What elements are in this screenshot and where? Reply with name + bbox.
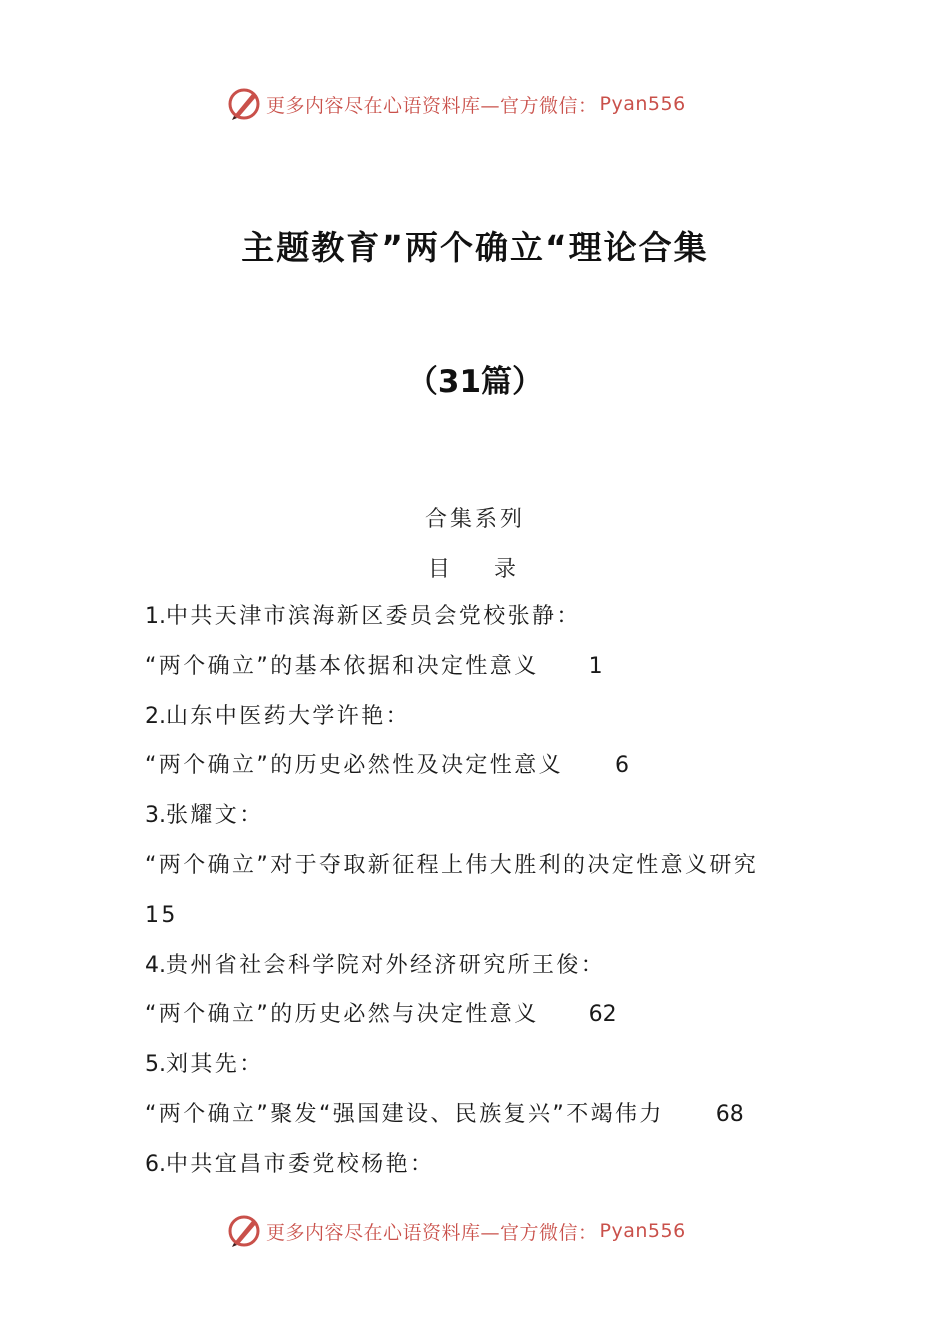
table-of-contents xyxy=(145,600,825,1198)
pen-logo-icon xyxy=(226,86,262,122)
toc-line xyxy=(145,899,825,949)
toc-page-number: 6 xyxy=(615,753,629,779)
toc-line xyxy=(145,1098,825,1148)
toc-item-text: 贵州省社会科学院对外经济研究所王俊： xyxy=(166,952,606,978)
toc-item-number: 4. xyxy=(145,952,166,978)
watermark-footer xyxy=(226,1211,686,1251)
toc-item-text: “两个确立”对于夺取新征程上伟大胜利的决定性意义研究 xyxy=(145,852,759,878)
watermark-text: 更多内容尽在心语资料库—官方微信： xyxy=(266,1221,598,1244)
toc-line xyxy=(145,700,825,750)
toc-item-text: 中共宜昌市委党校杨艳： xyxy=(166,1151,435,1177)
toc-item-number: 6. xyxy=(145,1151,166,1177)
toc-page-number: 62 xyxy=(588,1002,617,1028)
toc-item-text: “两个确立”的基本依据和决定性意义 xyxy=(145,653,539,679)
toc-line xyxy=(145,949,825,999)
toc-item-number: 5. xyxy=(145,1052,166,1078)
toc-heading: 目 录 xyxy=(428,557,517,582)
toc-line xyxy=(145,1148,825,1198)
series-label: 合集系列 xyxy=(424,507,525,532)
toc-item-text: “两个确立”的历史必然性及决定性意义 xyxy=(145,753,563,779)
toc-item-text: 刘其先： xyxy=(166,1052,264,1078)
pen-logo-icon xyxy=(226,1213,262,1249)
toc-item-text: 15 xyxy=(145,902,178,928)
toc-line xyxy=(145,650,825,700)
toc-line xyxy=(145,799,825,849)
toc-item-number: 3. xyxy=(145,803,166,829)
watermark-header xyxy=(226,84,686,124)
toc-line xyxy=(145,849,825,899)
toc-item-text: 张耀文： xyxy=(166,803,264,829)
toc-item-text: 山东中医药大学许艳： xyxy=(166,703,411,729)
toc-item-text: “两个确立”聚发“强国建设、民族复兴”不竭伟力 xyxy=(145,1101,664,1127)
watermark-id: Pyan556 xyxy=(599,1220,686,1242)
toc-item-number: 2. xyxy=(145,703,166,729)
watermark-text: 更多内容尽在心语资料库—官方微信： xyxy=(266,94,598,117)
toc-line xyxy=(145,749,825,799)
document-title: 主题教育”两个确立“理论合集 xyxy=(241,228,709,267)
article-count: （31篇） xyxy=(406,364,544,400)
toc-line xyxy=(145,1048,825,1098)
watermark-id: Pyan556 xyxy=(599,93,686,115)
toc-page-number: 68 xyxy=(715,1101,744,1127)
toc-item-text: 中共天津市滨海新区委员会党校张静： xyxy=(166,604,581,629)
toc-item-number: 1. xyxy=(145,604,166,629)
toc-line xyxy=(145,998,825,1048)
toc-page-number: 1 xyxy=(588,653,603,679)
toc-item-text: “两个确立”的历史必然与决定性意义 xyxy=(145,1002,539,1028)
toc-line xyxy=(145,600,825,650)
